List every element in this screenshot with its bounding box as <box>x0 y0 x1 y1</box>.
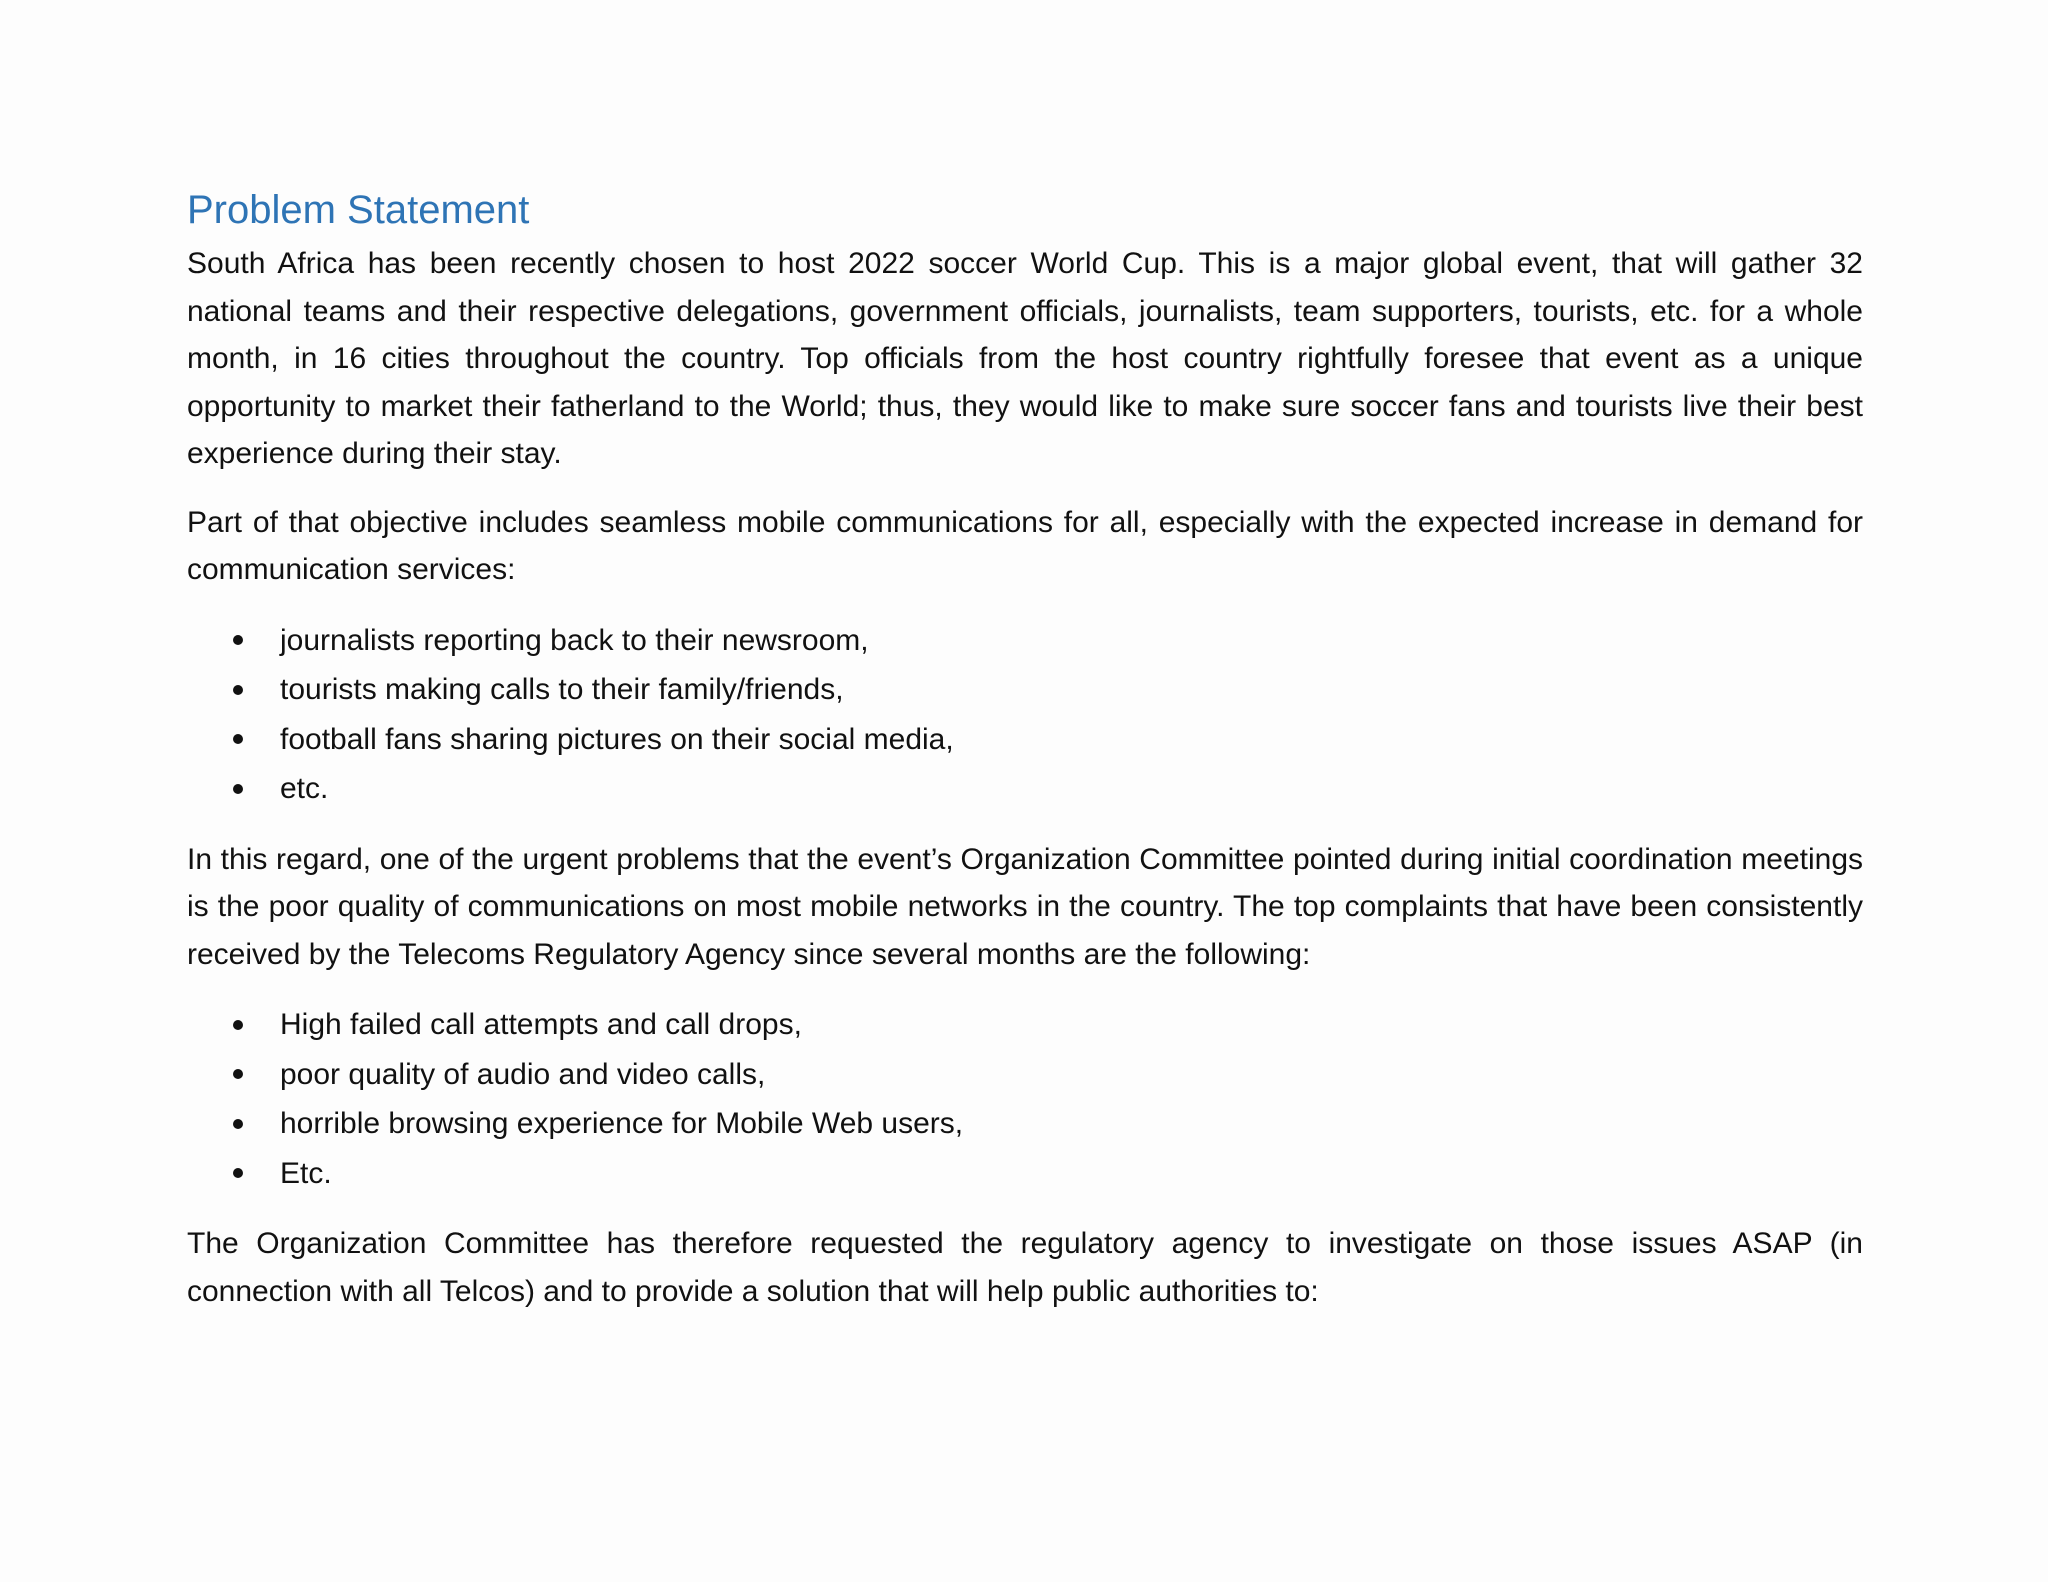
list-item-text: journalists reporting back to their newsroom, <box>280 623 869 657</box>
list-item <box>187 764 1863 814</box>
list-item <box>187 1099 1863 1149</box>
objective-paragraph: Part of that objective includes seamless mobile communications for all, especially with the expected increase in demand for communication services: <box>187 505 1863 586</box>
demand-list <box>187 616 1863 814</box>
list-item-text: Etc. <box>280 1156 332 1190</box>
bullet-icon <box>233 1119 243 1129</box>
list-item <box>187 616 1863 666</box>
intro-paragraph: South Africa has been recently chosen to host 2022 soccer World Cup. This is a major global event, that will gather 32 national teams and their respective delegations, government officials, journalists, team supporters, tourists, etc. for a whole month, in 16 cities throughout the country. Top officials from the host country rightfully foresee that event as a unique opportunity to market their fatherland to the World; thus, they would like to make sure soccer fans and tourists live their best experience during their stay. <box>187 247 1863 470</box>
list-item <box>187 1000 1863 1050</box>
list-item <box>187 1050 1863 1100</box>
bullet-icon <box>233 734 243 744</box>
list-item-text: etc. <box>280 772 329 805</box>
list-item <box>187 715 1863 765</box>
bullet-icon <box>233 784 243 794</box>
list-item-text: poor quality of audio and video calls, <box>280 1057 766 1091</box>
bullet-icon <box>233 1020 243 1030</box>
bullet-icon <box>233 635 243 645</box>
list-item <box>187 665 1863 715</box>
list-item-text: horrible browsing experience for Mobile Web users, <box>280 1107 964 1140</box>
list-item <box>187 1149 1863 1199</box>
section-heading: Problem Statement <box>187 188 530 232</box>
problem-paragraph: In this regard, one of the urgent problems that the event’s Organization Committee pointed during initial coordination meetings is the poor quality of communications on most mobile networks in the country. The top complaints that have been consistently received by the Telecoms Regulatory Agency since several months are the following: <box>187 842 1863 971</box>
complaints-list <box>187 1000 1863 1198</box>
list-item-text: football fans sharing pictures on their social media, <box>280 722 954 756</box>
bullet-icon <box>233 1069 243 1079</box>
document-page <box>187 186 1863 1315</box>
list-item-text: tourists making calls to their family/friends, <box>280 673 844 706</box>
bullet-icon <box>233 1168 243 1178</box>
list-item-text: High failed call attempts and call drops, <box>280 1008 802 1041</box>
request-paragraph: The Organization Committee has therefore requested the regulatory agency to investigate on those issues ASAP (in connection with all Telcos) and to provide a solution that will help public authorities to: <box>187 1227 1863 1308</box>
bullet-icon <box>233 685 243 695</box>
